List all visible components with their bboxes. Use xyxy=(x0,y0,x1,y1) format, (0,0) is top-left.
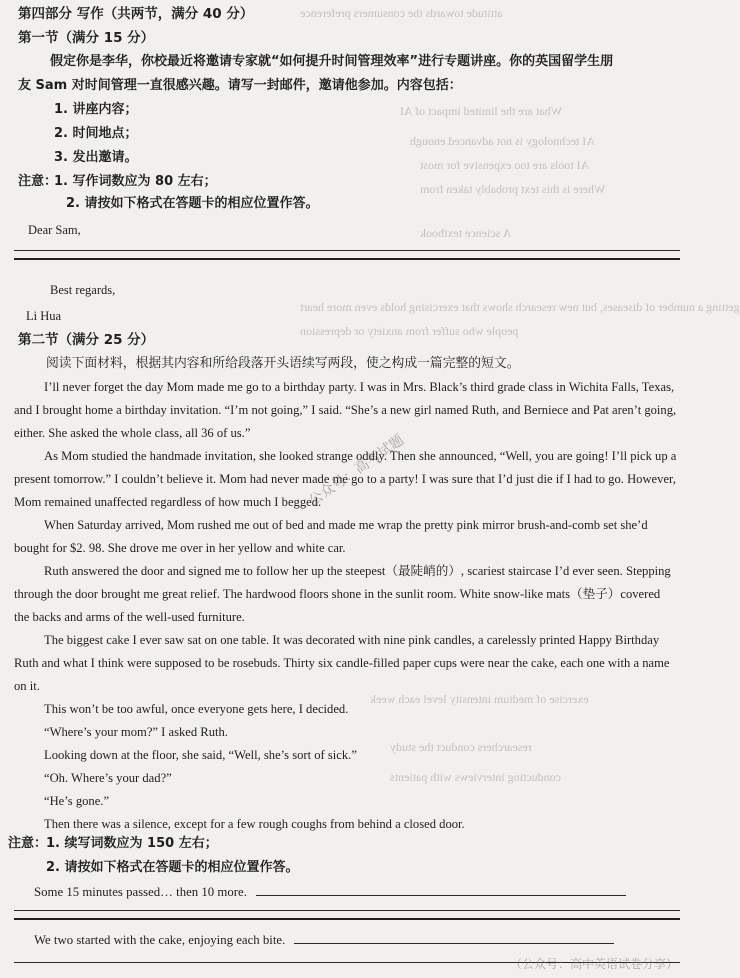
passage-paragraph: As Mom studied the handmade invitation, she looked strange oddly. Then she announced, “Well, you are going! I’ll pick up a present tomorrow.” I couldn’t believe it. Mom had never made me go to a party! I was sure that I’d just die if I had to go. However, Mom remained unaffected regardless of how much I begged. xyxy=(14,449,677,509)
passage-paragraph: Looking down at the floor, she said, “Well, she’s sort of sick.” xyxy=(44,748,357,762)
watermark: 公众号：高考试题 xyxy=(306,432,408,510)
bleed-through: A science textbook xyxy=(420,226,512,240)
part2-title: 第二节（满分 25 分） xyxy=(18,332,155,348)
content-point: 2. 时间地点； xyxy=(54,126,138,141)
email-closing: Best regards, xyxy=(50,283,116,297)
bleed-through: conducting interviews with patients xyxy=(390,770,561,784)
passage-paragraph: When Saturday arrived, Mom rushed me out of bed and made me wrap the pretty pink mirror brush-and-comb set she’d bought for $2. 98. She drove me over in her yellow and white car. xyxy=(14,518,648,555)
continuation-starter-2 xyxy=(34,932,614,948)
bleed-through: people who suffer from anxiety or depression xyxy=(300,324,519,338)
reading-passage xyxy=(14,376,678,836)
starter-text: We two started with the cake, enjoying each bite. xyxy=(34,933,286,947)
footer-stamp: （公众号：高中英语试卷分享） xyxy=(509,957,678,971)
note-label: 注意： xyxy=(18,174,58,189)
passage-paragraph: I’ll never forget the day Mom made me go to a birthday party. I was in Mrs. Black’s third grade class in Wichita Falls, Texas, and I brought home a birthday invitation. “I’m not going,” I said. “She’s a new girl named Ruth, and Berniece and Pat aren’t going, either. She asked the whole class, all 36 of us.” xyxy=(14,380,677,440)
passage-paragraph: Then there was a silence, except for a few rough coughs from behind a closed door. xyxy=(44,817,465,831)
writing-rule xyxy=(14,910,680,911)
starter-text: Some 15 minutes passed… then 10 more. xyxy=(34,885,247,899)
bleed-through: getting a number of diseases, but new research shows that exercising holds even more heart xyxy=(300,300,740,314)
part1-title: 第一节（满分 15 分） xyxy=(18,30,155,46)
continuation-starter-1 xyxy=(34,884,626,900)
email-salutation: Dear Sam, xyxy=(28,223,81,237)
content-point: 3. 发出邀请。 xyxy=(54,150,138,165)
answer-blank xyxy=(294,943,614,944)
passage-paragraph: The biggest cake I ever saw sat on one table. It was decorated with nine pink candles, a carelessly printed Happy Birthday Ruth and what I think were supposed to be rosebuds. Thirty six candle-filled paper cups were near the cake, each one with a name on it. xyxy=(14,633,670,693)
bleed-through: What are the limited impact of AI xyxy=(400,104,562,118)
writing-rule xyxy=(14,250,680,251)
passage-paragraph: “Oh. Where’s your dad?” xyxy=(44,771,172,785)
prompt-line-2: 友 Sam 对时间管理一直很感兴趣。请写一封邮件，邀请他参加。内容包括： xyxy=(18,78,462,93)
bleed-through: AI tools are too expensive for most xyxy=(420,158,590,172)
note-item: 1. 续写词数应为 150 左右； xyxy=(46,836,218,851)
bleed-through: Where is this text probably taken from xyxy=(420,182,606,196)
bleed-through: AI technology is not advanced enough xyxy=(410,134,595,148)
writing-rule xyxy=(14,258,680,260)
passage-paragraph: “Where’s your mom?” I asked Ruth. xyxy=(44,725,228,739)
bleed-through: researchers conduct the study xyxy=(390,740,532,754)
prompt-line-1: 假定你是李华，你校最近将邀请专家就“如何提升时间管理效率”进行专题讲座。你的英国留学生朋 xyxy=(50,54,614,69)
note-label: 注意： xyxy=(8,836,48,851)
answer-blank xyxy=(256,895,626,896)
part2-instruction: 阅读下面材料，根据其内容和所给段落开头语续写两段，使之构成一篇完整的短文。 xyxy=(46,356,520,371)
bleed-through: exercise of medium intensity level each week xyxy=(370,692,589,706)
writing-rule xyxy=(14,918,680,920)
content-point: 1. 讲座内容； xyxy=(54,102,138,117)
bleed-through: attitude towards the consumers preference xyxy=(300,6,503,20)
section-heading: 第四部分 写作（共两节，满分 40 分） xyxy=(18,6,254,22)
passage-paragraph: “He’s gone.” xyxy=(44,794,110,808)
passage-paragraph: This won’t be too awful, once everyone gets here, I decided. xyxy=(44,702,349,716)
passage-paragraph: Ruth answered the door and signed me to follow her up the steepest（最陡峭的）, scariest staircase I’d ever seen. Stepping through the door brought me great relief. The hardwood floors shone in the sunlit room. White snow-like mats（垫子）covered the backs and arms of the well-used furniture. xyxy=(14,564,671,624)
note-item: 2. 请按如下格式在答题卡的相应位置作答。 xyxy=(66,196,319,211)
note-item: 1. 写作词数应为 80 左右； xyxy=(54,174,217,189)
email-signature: Li Hua xyxy=(26,309,62,323)
note-item: 2. 请按如下格式在答题卡的相应位置作答。 xyxy=(46,860,299,875)
